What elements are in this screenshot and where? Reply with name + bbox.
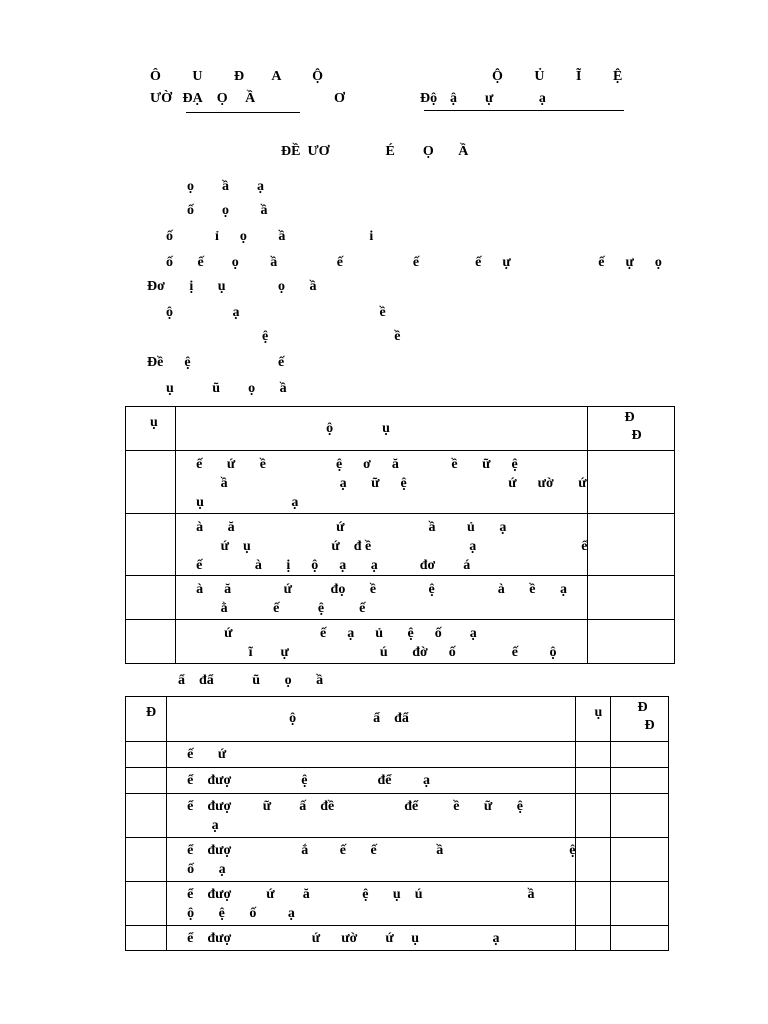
intro-line-9: ụ ũ ọ ầ — [166, 381, 287, 396]
table-cell — [576, 838, 611, 882]
table-header-cell: ụ — [576, 697, 611, 742]
table-cell — [611, 926, 669, 951]
header-left-underline — [186, 112, 300, 113]
intro-line-6: ộ ạ ề — [166, 305, 386, 320]
table-cell — [611, 768, 669, 794]
activity-table — [125, 406, 675, 664]
table-cell — [611, 742, 669, 768]
document-title: ĐỀ ƯƠ É Ọ Ầ — [281, 144, 469, 159]
table-row — [126, 926, 669, 951]
table-cell: ể đượ ệ để ạ — [167, 768, 576, 794]
table-row — [126, 620, 675, 664]
table-cell — [126, 742, 167, 768]
table-cell — [588, 451, 675, 514]
table-cell — [611, 838, 669, 882]
table-row — [126, 514, 675, 576]
table-cell: à ă ứ đọ ề ệ à ề ạ ằ ế ệ ế — [176, 576, 588, 620]
table-cell — [126, 838, 167, 882]
intro-line-4: ố ế ọ ầ ế ế ế ự ế ự ọ — [166, 255, 662, 270]
table-cell — [611, 794, 669, 838]
intro-line-5: Đơ ị ụ ọ ầ — [147, 279, 317, 294]
criteria-table — [125, 696, 669, 951]
header-right-line2-b: ậ ự ạ — [450, 91, 546, 106]
section-2-label: ẩ đẩ ũ ọ ầ — [178, 673, 324, 688]
table-cell: ể đượ ắ ế ế ầ ệ ố ạ — [167, 838, 576, 882]
table-row — [126, 794, 669, 838]
table-cell: ế ứ — [167, 742, 576, 768]
table-header-row — [126, 697, 669, 742]
table-row — [126, 742, 669, 768]
table-cell — [576, 768, 611, 794]
table-row — [126, 882, 669, 926]
table-header-cell: Đ Đ — [588, 407, 675, 451]
table-cell — [126, 514, 176, 576]
table-cell — [588, 620, 675, 664]
table-cell — [588, 514, 675, 576]
table-header-cell: Đ Đ — [611, 697, 669, 742]
table-row — [126, 576, 675, 620]
table-cell — [576, 882, 611, 926]
intro-line-8: Đề ệ ế — [147, 355, 285, 370]
intro-line-7: ệ ề — [262, 329, 401, 344]
table-cell — [588, 576, 675, 620]
table-cell — [576, 794, 611, 838]
table-cell — [126, 451, 176, 514]
table-cell — [126, 794, 167, 838]
table-row — [126, 768, 669, 794]
table-cell — [126, 882, 167, 926]
table-cell: ứ ế ạ ủ ệ ố ạ ĩ ự ú đờ ố ế ộ — [176, 620, 588, 664]
header-left-line2-right: Ơ — [334, 91, 345, 106]
table-header-row — [126, 407, 675, 451]
header-left-line2: ƯỜ ĐẠ Ọ Ầ — [150, 91, 256, 106]
table-header-cell: ụ — [126, 407, 176, 451]
header-right-line1: Ộ Ủ Ĩ Ệ — [492, 69, 623, 84]
table-cell — [576, 926, 611, 951]
header-left-line1: Ô U Đ A Ộ — [150, 69, 324, 84]
intro-line-2: ố ọ ầ — [187, 203, 268, 218]
table-cell: ế ứ ề ệ ơ ă ề ữ ệ ầ ạ ữ ệ ứ ườ ứ ụ ạ — [176, 451, 588, 514]
table-cell: ể đượ ứ ườ ứ ụ ạ — [167, 926, 576, 951]
table-cell — [126, 620, 176, 664]
table-cell — [126, 576, 176, 620]
table-header-cell: ộ ẩ đẩ — [167, 697, 576, 742]
table-cell: à ă ứ ầ ủ ạ ứ ụ ứ đ ề ạ ế ế à ị ộ ạ ạ đơ á — [176, 514, 588, 576]
table-cell: ể đượ ữ ấ đề để ề ữ ệ ạ — [167, 794, 576, 838]
header-right-line2-a: Độ — [420, 91, 438, 106]
table-cell — [576, 742, 611, 768]
table-cell — [126, 768, 167, 794]
table-cell — [126, 926, 167, 951]
intro-line-1: ọ ầ ạ — [187, 179, 264, 194]
table-cell — [611, 882, 669, 926]
table-cell: ể đượ ứ ă ệ ụ ú ầ ộ ệ ố ạ — [167, 882, 576, 926]
table-header-cell: Đ — [126, 697, 167, 742]
table-header-cell: ộ ụ — [176, 407, 588, 451]
table-row — [126, 451, 675, 514]
header-right-underline — [424, 110, 624, 111]
intro-line-3: ố ỉ ọ ầ i — [166, 229, 374, 244]
table-row — [126, 838, 669, 882]
